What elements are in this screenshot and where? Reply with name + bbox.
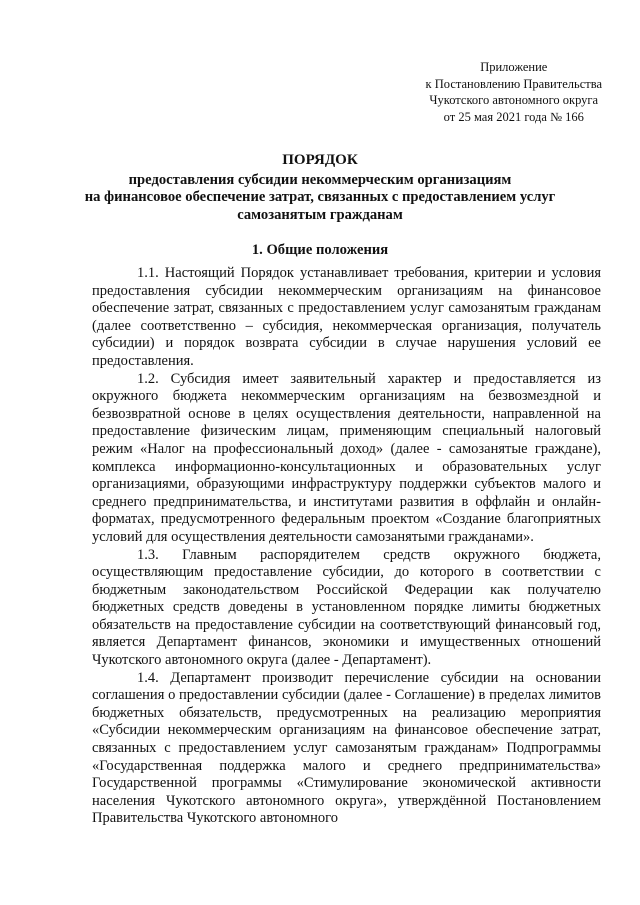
document-subtitle-line-3: самозанятым гражданам (237, 206, 403, 223)
annex-line-1: Приложение (480, 60, 548, 74)
annex-line-3: Чукотского автономного округа (429, 93, 599, 107)
document-subtitle-line-2: на финансовое обеспечение затрат, связанных с предоставлением услуг (84, 189, 556, 205)
annex-line-4: от 25 мая 2021 года № 166 (443, 109, 584, 124)
paragraph-1-4: 1.4. Департамент производит перечисление субсидии на основании соглашения о предоставлении субсидии (далее - Соглашение) в пределах лимитов бюджетных обязательств, предусмотренных на реализацию мероприятия «Субсидии некоммерческим организациям на финансовое обеспечение затрат, связанных с предоставлением услуг самозанятым гражданам» Подпрограммы «Государственная поддержка малого и среднего предпринимательства» Государственной программы «Стимулирование экономической активности населения Чукотского автономного округа», утверждённой Постановлением Правительства Чукотского автономного (92, 669, 601, 827)
paragraph-1-1: 1.1. Настоящий Порядок устанавливает требования, критерии и условия предоставления субсидии некоммерческим организациям на финансовое обеспечение затрат, связанных с предоставлением услуг самозанятым гражданам (далее соответственно – субсидия, некоммерческая организация, получатель субсидии) и порядок возврата субсидии в случае нарушения условий ее предоставления. (92, 265, 601, 369)
document-heading (60, 152, 580, 224)
document-title: ПОРЯДОК (282, 152, 358, 168)
paragraph-1-2: 1.2. Субсидия имеет заявительный характер и предоставляется из окружного бюджета некоммерческим организациям на безвозмездной и безвозвратной основе в целях осуществления деятельности, направленной на предоставление физическим лицам, применяющим специальный налоговый режим «Налог на профессиональный доход» (далее - самозанятые граждане), комплекса информационно-консультационных и образовательных услуг организациями, образующими инфраструктуру поддержки субъектов малого и среднего предпринимательства, и институтами развития в оффлайн и онлайн-форматах, предусмотренного федеральным проектом «Создание благоприятных условий для осуществления деятельности самозанятыми гражданами». (92, 370, 601, 545)
section-title: 1. Общие положения (251, 242, 389, 258)
annex-block (426, 59, 602, 125)
annex-line-2: к Постановлению Правительства (425, 76, 602, 91)
document-subtitle-line-1: предоставления субсидии некоммерческим организациям (128, 171, 512, 188)
paragraph-1-3: 1.3. Главным распорядителем средств окружного бюджета, осуществляющим предоставление субсидии, до которого в соответствии с бюджетным законодательством Российской Федерации как получателю бюджетных средств доведены в установленном порядке лимиты бюджетных обязательств на предоставление субсидии на соответствующий финансовый год, является Департамент финансов, экономики и имущественных отношений Чукотского автономного округа (далее - Департамент). (92, 546, 601, 669)
body-text (92, 265, 601, 828)
